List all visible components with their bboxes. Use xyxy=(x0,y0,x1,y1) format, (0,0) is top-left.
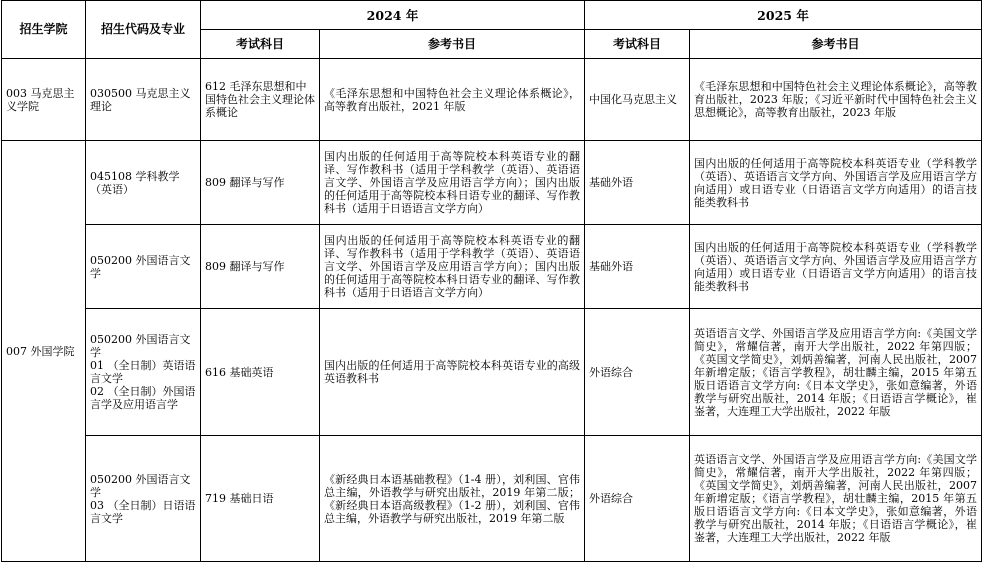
books-2025-cell: 国内出版的任何适用于高等院校本科英语专业（学科教学（英语）、英语语言文学方向、外国语言学及应用语言学方向适用）或日语专业（日语语言文学方向适用）的语言技能类教科书 xyxy=(690,141,982,225)
admission-table xyxy=(1,0,982,562)
exam-2024-cell: 612 毛泽东思想和中国特色社会主义理论体系概论 xyxy=(201,59,320,141)
header-books-2024: 参考书目 xyxy=(320,30,585,59)
major-line: 050200 外国语言文学 xyxy=(90,472,191,499)
major-line: 050200 外国语言文学 xyxy=(90,333,191,359)
books-2025-cell: 《毛泽东思想和中国特色社会主义理论体系概论》，高等教育出版社，2023 年版；《习近平新时代中国特色社会主义思想概论》，高等教育出版社，2023 年版 xyxy=(690,59,982,141)
major-line: 03 （全日制）日语语言文学 xyxy=(90,498,196,525)
table-row xyxy=(2,141,982,225)
table-row xyxy=(2,309,982,436)
table-row xyxy=(2,436,982,562)
major-line: 02 （全日制）外国语言学及应用语言学 xyxy=(90,385,196,411)
books-2024-cell: 《新经典日本语基础教程》（1-4 册），刘利国、官伟总主编，外语教学与研究出版社，2019 年第二版；《新经典日本语高级教程》（1-2 册），刘利国、官伟总主编，外语教学与研究出版社，2019 年第二版 xyxy=(320,436,585,562)
header-books-2025: 参考书目 xyxy=(690,30,982,59)
exam-2025-cell: 基础外语 xyxy=(585,141,690,225)
exam-2024-cell: 616 基础英语 xyxy=(201,309,320,436)
books-2024-cell: 国内出版的任何适用于高等院校本科英语专业的翻译、写作教科书（适用于学科教学（英语）、英语语言文学、外国语言学及应用语言学方向）；国内出版的任何适用于高等院校本科日语专业的翻译、写作教科书（适用于日语语言文学方向） xyxy=(320,141,585,225)
books-2025-cell: 英语语言文学、外国语言学及应用语言学方向:《美国文学简史》，常耀信著，南开大学出版社，2022 年第四版；《英国文学简史》，刘炳善编著，河南人民出版社，2007 年新增定版；《语言学教程》，胡壮麟主编，2015 年第五版日语语言文学方向:《日本文学史》，张如意编著，外语教学与研究出版社，2014 年版；《日语语言学概论》，崔崟著，大连理工大学出版社，2022 年版 xyxy=(690,436,982,562)
books-2024-cell: 国内出版的任何适用于高等院校本科英语专业的翻译、写作教科书（适用于学科教学（英语）、英语语言文学、外国语言学及应用语言学方向）；国内出版的任何适用于高等院校本科日语专业的翻译、写作教科书（适用于日语语言文学方向） xyxy=(320,225,585,309)
books-2025-cell: 国内出版的任何适用于高等院校本科英语专业（学科教学（英语）、英语语言文学方向、外国语言学及应用语言学方向适用）或日语专业（日语语言文学方向适用）的语言技能类教科书 xyxy=(690,225,982,309)
books-2024-cell: 《毛泽东思想和中国特色社会主义理论体系概论》，高等教育出版社，2021 年版 xyxy=(320,59,585,141)
exam-2024-cell: 809 翻译与写作 xyxy=(201,225,320,309)
exam-2025-cell: 外语综合 xyxy=(585,309,690,436)
header-year-2025: 2025 年 xyxy=(585,1,982,30)
books-2024-cell: 国内出版的任何适用于高等院校本科英语专业的高级英语教科书 xyxy=(320,309,585,436)
header-exam-2025: 考试科目 xyxy=(585,30,690,59)
header-code-major: 招生代码及专业 xyxy=(86,1,201,59)
major-line: 01 （全日制）英语语言文学 xyxy=(90,359,196,385)
college-cell: 003 马克思主义学院 xyxy=(2,59,86,141)
major-cell xyxy=(86,309,201,436)
books-2025-cell: 英语语言文学、外国语言学及应用语言学方向:《美国文学简史》，常耀信著，南开大学出版社，2022 年第四版；《英国文学简史》，刘炳善编著，河南人民出版社，2007 年新增定版；《语言学教程》，胡壮麟主编，2015 年第五版日语语言文学方向:《日本文学史》，张如意编著，外语教学与研究出版社，2014 年版；《日语语言学概论》，崔崟著，大连理工大学出版社，2022 年版 xyxy=(690,309,982,436)
header-exam-2024: 考试科目 xyxy=(201,30,320,59)
exam-2025-cell: 外语综合 xyxy=(585,436,690,562)
major-cell: 050200 外国语言文学 xyxy=(86,225,201,309)
exam-2025-cell: 基础外语 xyxy=(585,225,690,309)
major-cell: 030500 马克思主义理论 xyxy=(86,59,201,141)
table-row xyxy=(2,225,982,309)
header-college: 招生学院 xyxy=(2,1,86,59)
exam-2024-cell: 809 翻译与写作 xyxy=(201,141,320,225)
major-cell xyxy=(86,436,201,562)
exam-2024-cell: 719 基础日语 xyxy=(201,436,320,562)
header-year-2024: 2024 年 xyxy=(201,1,585,30)
table-row xyxy=(2,59,982,141)
major-cell: 045108 学科教学（英语） xyxy=(86,141,201,225)
college-cell: 007 外国学院 xyxy=(2,141,86,562)
exam-2025-cell: 中国化马克思主义 xyxy=(585,59,690,141)
